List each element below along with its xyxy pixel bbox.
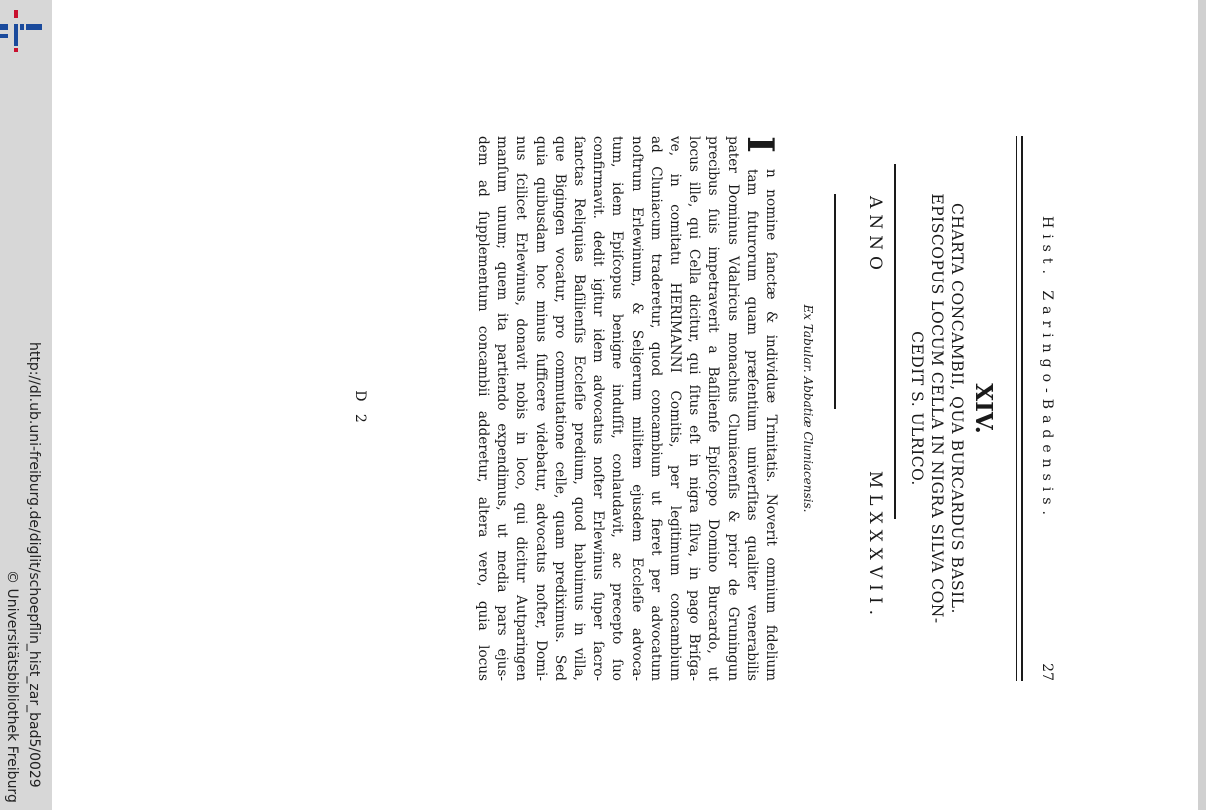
scanned-book-page	[323, 136, 1063, 681]
body-line: ſanctas Reliquias Baſilienſis Eccleſie predium, quod habuimus in villa,	[570, 136, 587, 681]
body-line: quia quibusdam hoc minus ſufficere videbatur, advocatus noſter, Domi-	[532, 136, 549, 681]
body-line: locus ille, qui Cella dicitur, qui ſitus eſt in nigra ſilva, in pago Briſga-	[686, 136, 703, 681]
header-rule-top	[1021, 136, 1023, 681]
body-line: tam futurorum quam præſentium univerſitas qualiter venerabilis	[743, 169, 760, 681]
charter-year-text: ANNO MLXXXVII.	[865, 196, 885, 621]
charter-title	[907, 136, 967, 681]
header-rule-bottom	[1016, 136, 1017, 681]
charter-body-text	[473, 136, 780, 681]
charter-title-line: CHARTA CONCAMBII, QUA BURCARDUS BASIL.	[948, 203, 966, 614]
body-line: n nomine ſanctæ & individuæ Trinitatis. Noverit omnium fidelium	[763, 169, 779, 681]
year-rule-top	[894, 164, 896, 519]
body-line: ad Cluniacum traderetur, quod concambium ut fieret per advocatum	[647, 136, 664, 681]
charter-number: XIV.	[970, 383, 997, 434]
body-line: ve, in comitatu HERIMANNI Comitis, per legitimum concambium	[666, 136, 683, 681]
charter-year	[849, 196, 885, 621]
year-rule-bottom	[834, 194, 836, 409]
charter-title-line: EPISCOPUS LOCUM CELLA IN NIGRA SILVA CON-	[928, 193, 946, 624]
page-number: 27	[1039, 663, 1055, 681]
copyright-notice: © Universitätsbibliothek Freiburg	[4, 570, 20, 803]
source-note: Ex Tabular. Abbatiæ Cluniacensis.	[801, 304, 815, 513]
body-line: confirmavit. dedit igitur idem advocatus noſter Erlewinus ſuper ſacro-	[590, 136, 607, 681]
running-head	[1031, 136, 1063, 681]
viewer-sidebar	[0, 0, 52, 810]
signature-mark: D 2	[352, 390, 368, 427]
running-head-title: Hist. Zaringo-Badensis.	[1039, 216, 1055, 521]
body-line: manſum unum; quem ita partiendo expendimus, ut media pars ejus-	[494, 136, 511, 681]
ub-freiburg-logo-icon[interactable]	[0, 10, 44, 52]
body-line: pater Dominus Vdalricus monachus Cluniacenſis & prior de Gruningun	[724, 136, 741, 681]
body-line: tum, idem Epiſcopus benigne induſſit, conlaudavit, ac precepto ſuo	[609, 136, 626, 681]
body-line: noſtrum Erlewinum, & Seligerum militem ejusdem Eccleſie advoca-	[628, 136, 645, 681]
charter-title-line: CEDIT S. ULRICO.	[908, 331, 926, 486]
body-line: precibus ſuis impetraverit a Baſilienſe Epiſcopo Domino Burcardo, ut	[705, 136, 722, 681]
body-line: nus ſcilicet Erlewinus, donavit nobis in loco, qui dicitur Autparingen	[513, 136, 530, 681]
drop-cap-initial: I	[739, 136, 781, 153]
body-line: que Bigingen vocatur, pro commutatione celle, quam prediximus. Sed	[551, 136, 568, 681]
document-url[interactable]: http://dl.ub.uni-freiburg.de/diglit/schoepflin_hist_zar_bad5/0029	[26, 342, 42, 788]
body-line: dem ad ſupplementum concambii adderetur, altera vero, quia locus	[474, 136, 491, 681]
vertical-scrollbar[interactable]	[1198, 0, 1206, 810]
